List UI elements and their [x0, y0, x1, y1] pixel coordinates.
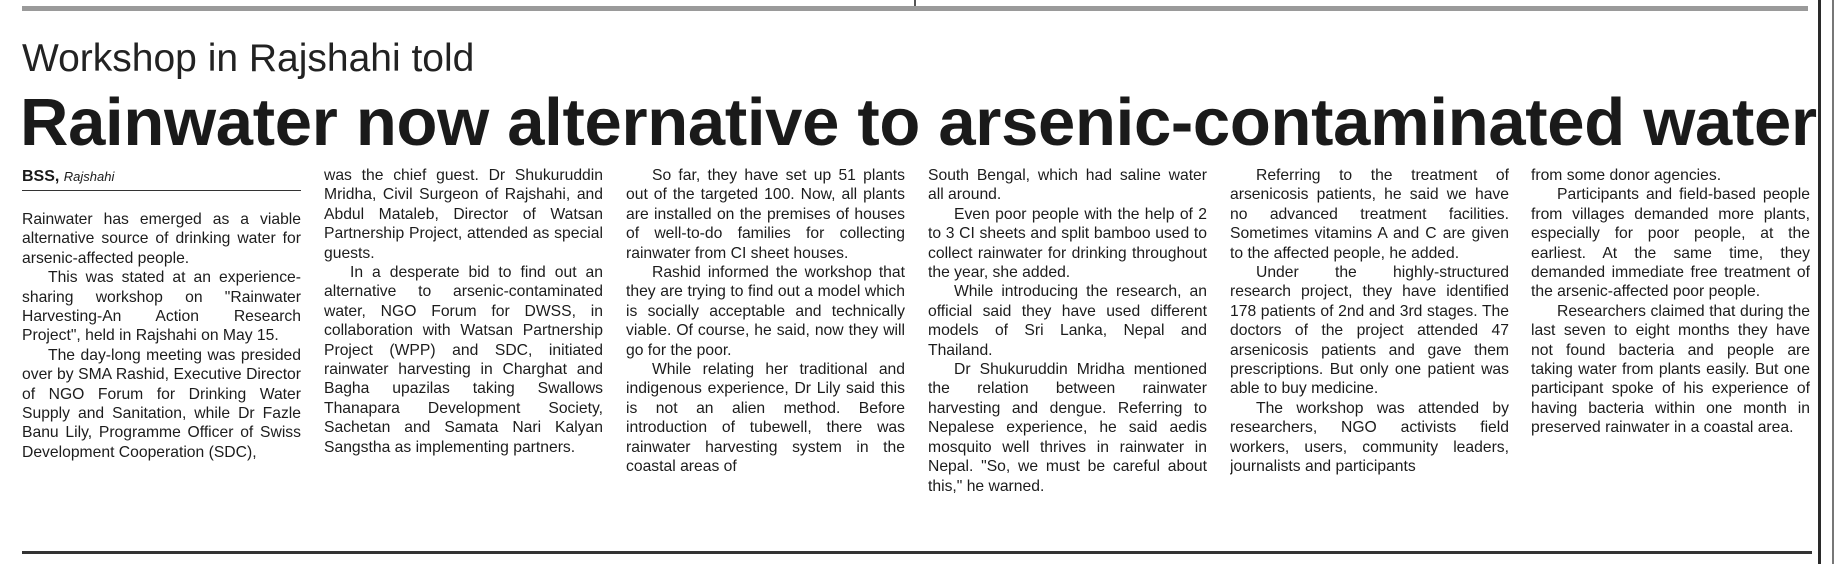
paragraph: Rashid informed the workshop that they are trying to find out a model which is socially acceptable and technically viable. Of course, he said, now they will go for the poor.	[626, 264, 905, 359]
paragraph: In a desperate bid to find out an alternative to arsenic-contaminated water, NGO Forum for DWSS, in collaboration with Watsan Partnership Project (WPP) and SDC, initiated rainwater harvesting in Charghat and Bagha upazilas taking Swallows Thanapara Development Society, Sachetan and Samata Nari Kalyan Sangstha as implementing partners.	[324, 264, 603, 456]
paragraph: So far, they have set up 51 plants out of the targeted 100. Now, all plants are installed on the premises of houses of well-to-do families for collecting rainwater from CI sheet houses.	[626, 167, 905, 262]
paragraph: Under the highly-structured research project, they have identified 178 patients of 2nd and 3rd stages. The doctors of the project attended 47 arsenicosis patients and gave them prescriptions. But only one patient was able to buy medicine.	[1230, 264, 1509, 398]
paragraph: Researchers claimed that during the last seven to eight months they have not found bacteria and people are taking water from plants easily. But one participant spoke of his experience of having bacteria within one month in preserved rainwater in a coastal area.	[1531, 302, 1810, 437]
paragraph: South Bengal, which had saline water all around.	[928, 167, 1207, 204]
article-column-5	[1230, 166, 1509, 548]
paragraph: This was stated at an experience-sharing workshop on "Rainwater Harvesting-An Action Research Project", held in Rajshahi on May 15.	[22, 269, 301, 345]
article-column-2	[324, 166, 603, 548]
paragraph: from some donor agencies.	[1531, 167, 1722, 184]
article-column-1	[22, 210, 301, 550]
paragraph: Participants and field-based people from villages demanded more plants, especially for poor people, at the earliest. At the same time, they demanded immediate free treatment of the arsenic-affected poor people.	[1531, 186, 1810, 301]
paragraph: While introducing the research, an official said they have used different models of Sri Lanka, Nepal and Thailand.	[928, 283, 1207, 359]
paragraph: Rainwater has emerged as a viable alternative source of drinking water for arsenic-affected people.	[22, 211, 301, 267]
article-column-3	[626, 166, 905, 548]
right-border-rule	[1818, 0, 1821, 564]
paragraph: The workshop was attended by researchers, NGO activists field workers, users, community leaders, journalists and participants	[1230, 399, 1509, 476]
top-rule	[22, 6, 1808, 11]
paragraph: Even poor people with the help of 2 to 3 CI sheets and split bamboo used to collect rainwater for drinking throughout the year, she added.	[928, 205, 1207, 282]
right-border-rule-outer	[1832, 0, 1834, 564]
byline	[22, 166, 301, 191]
paragraph: Referring to the treatment of arsenicosis patients, he said we have no advanced treatment facilities. Sometimes vitamins A and C are given to the affected people, he added.	[1230, 167, 1509, 262]
main-headline: Rainwater now alternative to arsenic-contaminated water	[20, 85, 1817, 160]
article-column-4	[928, 166, 1207, 548]
byline-place: Rajshahi	[63, 169, 115, 184]
bottom-rule	[22, 551, 1812, 554]
paragraph: The day-long meeting was presided over by SMA Rashid, Executive Director of NGO Forum for Drinking Water Supply and Sanitation, while Dr Fazle Banu Lily, Programme Officer of Swiss Development Cooperation (SDC),	[22, 346, 301, 461]
paragraph: While relating her traditional and indigenous experience, Dr Lily said this is not an alien method. Before introduction of tubewell, there was rainwater harvesting system in the coastal areas of	[626, 361, 905, 476]
article-column-6	[1531, 166, 1810, 548]
paragraph: Dr Shukuruddin Mridha mentioned the relation between rainwater harvesting and dengue. Referring to Nepalese experience, he said aedis mosquito well thrives in rainwater in Nepal. "So, we must be careful about this," he warned.	[928, 361, 1207, 495]
fold-mark	[914, 0, 916, 6]
kicker-headline: Workshop in Rajshahi told	[22, 37, 475, 80]
paragraph: was the chief guest. Dr Shukuruddin Mridha, Civil Surgeon of Rajshahi, and Abdul Mataleb, Director of Watsan Partnership Project, attended as special guests.	[324, 167, 603, 262]
byline-agency: BSS,	[22, 168, 60, 185]
